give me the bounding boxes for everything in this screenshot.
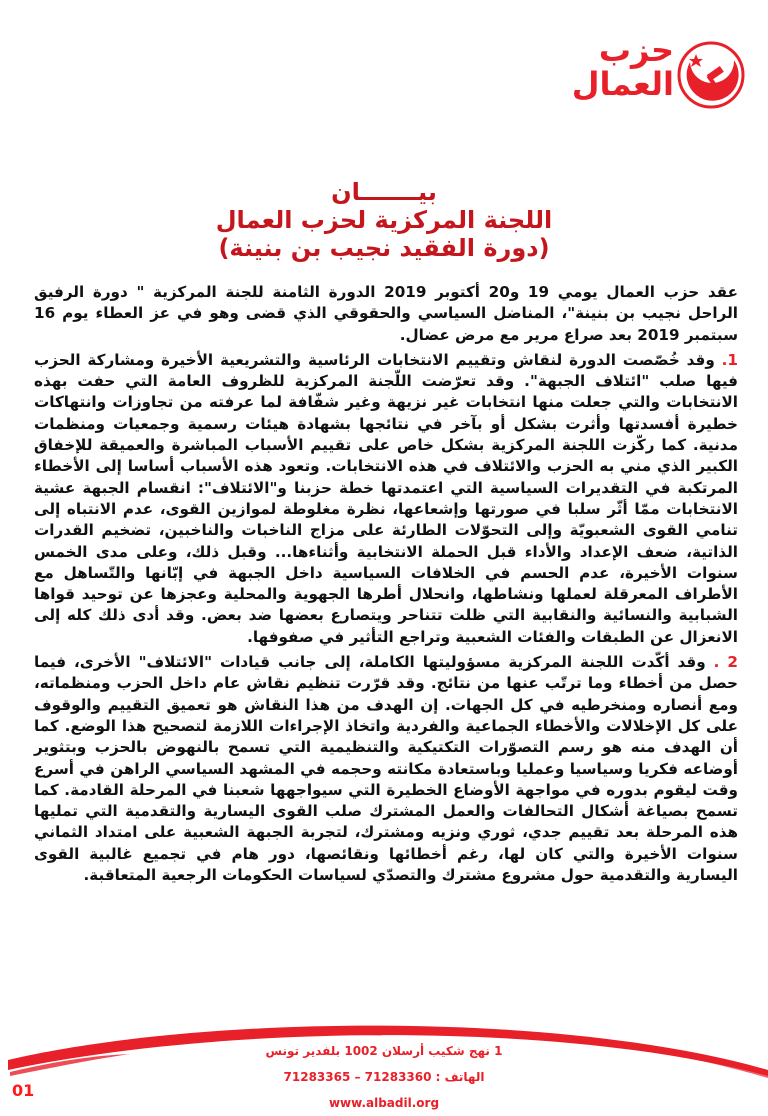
footer-address: 1 نهج شكيب أرسلان 1002 بلفدير تونس xyxy=(265,1044,503,1058)
hammer-sickle-star-icon xyxy=(676,40,746,110)
intro-paragraph: عقد حزب العمال يومي 19 و20 أكتوبر 2019 الدورة الثامنة للجنة المركزية " دورة الرفيق الراحل نجيب بن بنينة"، المناضل السياسي والحقوقي الذي قضى وهو في عز العطاء يوم 16 سبتمبر 2019 بعد صراع مرير مع مرض عضال. xyxy=(34,283,738,344)
section-number: 2 . xyxy=(713,653,738,672)
section-1 xyxy=(34,350,738,648)
title-committee: اللجنة المركزية لحزب العمال xyxy=(215,206,553,234)
footer-website-link[interactable]: www.albadil.org xyxy=(328,1096,440,1110)
section-number: 1. xyxy=(721,350,738,369)
statement-body xyxy=(34,282,738,890)
statement-title xyxy=(0,178,768,262)
section-text: وقد خُصّصت الدورة لنقاش وتقييم الانتخابات الرئاسية والتشريعية الأخيرة ومشاركة الحزب فيها صلب "ائتلاف الجبهة". وقد تعرّضت اللّجنة المركزية للظروف العامة التي حفت بهذه الانتخابات والتي جعلت منها انتخابات غير نزيهة وغير شفّافة لما عرفته من تجاوزات وانتهاكات خطيرة أفسدتها وأثرت بشكل أو بآخر في نتائجها بشهادة هيئات رسمية وجمعيات ومنظمات مدنية. كما ركّزت اللجنة المركزية بشكل خاص على تقييم الأسباب المباشرة والعميقة للإخفاق الكبير الذي مني به الحزب والائتلاف في هذه الانتخابات. وتعود هذه الأسباب أساسا إلى الأخطاء المرتكبة في التقديرات السياسية التي اعتمدتها خطة حزبنا و"الائتلاف": انقسام الجبهة عشية الانتخابات ممّا أثّر سلبا في صورتها وإشعاعها، نظرة مغلوطة لموازين القوى، عدم الانتباه إلى تنامي القوى الشعبويّة وإلى التحوّلات الطارئة على مزاج الناخبات والناخبين، تضخيم القدرات الذاتية، ضعف الإعداد والأداء قبل الحملة الانتخابية وأثناءها... وقبل ذلك، وعلى مدى الخمس سنوات الأخيرة، عدم الحسم في الخلافات السياسية داخل الجبهة في إبّانها والتّساهل مع الأطراف المعرقلة لعملها ونشاطها، وانحلال أطرها الجهوية والمحلية وعجزها عن توحيد قواها الشبابية والنسائية والنقابية التي ظلت تتناحر ويتصارع بعضها ضد بعض. وقد أدى ذلك كله إلى الانعزال عن الطبقات والفئات الشعبية وتراجع التأثير في صفوفها. xyxy=(34,350,738,646)
party-logo xyxy=(571,28,746,118)
page-number: 01 xyxy=(12,1081,35,1100)
title-statement: بيـــــــان xyxy=(331,178,437,206)
footer-contact xyxy=(0,1038,768,1116)
section-2 xyxy=(34,652,738,886)
logo-wordmark xyxy=(571,31,674,103)
footer-phone xyxy=(0,1064,768,1090)
logo-line-2: العمال xyxy=(571,64,674,103)
title-session: (دورة الفقيد نجيب بن بنينة) xyxy=(218,234,550,262)
phone-numbers: 71283360 – 71283365 xyxy=(283,1070,432,1084)
logo-line-1: حزب xyxy=(598,31,674,69)
section-text: وقد أكّدت اللجنة المركزية مسؤوليتها الكاملة، إلى جانب قيادات "الائتلاف" الأخرى، فيما حصل من أخطاء وما ترتّب عنها من نتائج. وقد قرّرت تنظيم نقاش عام داخل الحزب ومنظماته، ومع أنصاره ومنخرطيه في كل الجهات. إن الهدف من هذا النقاش هو تعميق التقييم والوقوف على كل الإخلالات والأخطاء الجماعية والفردية واتخاذ الإجراءات اللازمة لتصحيح هذا الوضع. كما أن الهدف منه هو رسم التصوّرات التكتيكية والتنظيمية التي تسمح بالنهوض بالحزب وبتثوير أوضاعه فكريا وسياسيا وعمليا وباستعادة مكانته وحجمه في المشهد السياسي الراهن في أسرع وقت ليقوم بدوره في مواجهة الأوضاع الخطيرة التي سيواجهها شعبنا في المرحلة القادمة. كما تسمح بصياغة أشكال التحالفات والعمل المشترك صلب القوى اليسارية والتقدمية التي تمليها هذه المرحلة بعد تقييم جدي، ثوري ونزيه ومشترك، لتجربة الجبهة الشعبية على امتداد الثماني سنوات الأخيرة والتي كان لها، رغم أخطائها ونقائصها، دور هام في تجميع غالبية القوى اليسارية والتقدمية حول مشروع مشترك والتصدّي لسياسات الحكومات الرجعية المتعاقبة. xyxy=(34,653,738,885)
phone-label: الهاتف : xyxy=(435,1070,485,1084)
page-footer xyxy=(0,1010,768,1112)
